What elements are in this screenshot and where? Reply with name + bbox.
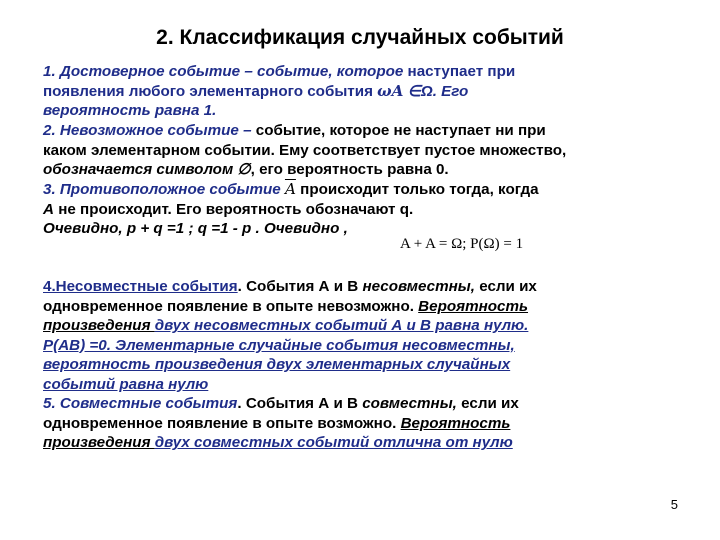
a-bar-symbol: $\overline{A}$ [284, 180, 296, 198]
line [43, 414, 683, 434]
page-number: 5 [670, 497, 678, 512]
line [43, 394, 683, 414]
empty-set-symbol: ∅ [237, 160, 251, 179]
slide-title: 2. Классификация случайных событий [156, 26, 564, 49]
line: Р(АВ) =0. Элементарные случайные события несовместны, [43, 336, 515, 354]
line: вероятность равна 1. [43, 102, 217, 120]
section-impossible-event [43, 121, 683, 180]
text: наступает при [403, 63, 516, 80]
line [43, 433, 683, 453]
line: вероятность произведения двух элементарных случайных [43, 356, 511, 374]
text: произведения [43, 434, 155, 452]
section-incompatible-events [43, 277, 683, 395]
line: событий равна нулю [43, 375, 209, 393]
text: . События А и В [237, 395, 363, 412]
line [43, 62, 683, 82]
line [43, 82, 683, 102]
line [43, 160, 683, 180]
opposite-event-term: 3. Противоположное событие [43, 181, 285, 198]
probability-formula: A + A = Ω; P(Ω) = 1 [400, 236, 524, 252]
certain-event-term: 1. Достоверное событие – событие, которое [43, 63, 404, 80]
line [43, 180, 683, 200]
text: если их [474, 278, 537, 295]
line: каком элементарном событии. Ему соответствует пустое множество, [43, 141, 567, 159]
line [43, 121, 683, 141]
text: происходит только тогда, когда [295, 181, 539, 198]
section-compatible-events [43, 394, 683, 453]
text: Вероятность [418, 297, 529, 315]
line [43, 200, 683, 220]
text: . События А и В [237, 278, 363, 295]
text: совместны, [362, 395, 457, 412]
text: событие, которое не наступает ни при [255, 122, 546, 139]
text: ∈Ω. Его [403, 82, 469, 100]
text: двух совместных событий отлична от нулю [154, 434, 513, 452]
text: Вероятность [400, 414, 511, 432]
text: если их [456, 395, 519, 412]
text: одновременное появление в опыте невозможно. [43, 297, 419, 315]
omega-symbol: ωA [377, 81, 404, 100]
line [43, 297, 683, 317]
line: Очевидно, p + q =1 ; q =1 - p . Очевидно , [43, 220, 348, 238]
text: , его вероятность равна 0. [250, 161, 449, 179]
text: появления любого элементарного события [43, 82, 378, 100]
line [43, 277, 683, 297]
text: двух несовместных событий А и В равна нулю. [154, 317, 529, 335]
section-opposite-event [43, 180, 683, 239]
line [43, 316, 683, 336]
text: А [43, 200, 54, 218]
impossible-event-term: 2. Невозможное событие – [43, 122, 256, 139]
text: несовместны, [362, 278, 475, 295]
incompatible-events-term: 4.Несовместные события [43, 278, 238, 295]
text: не происходит. Его вероятность обозначают q. [53, 200, 414, 218]
text: обозначается символом [43, 161, 238, 179]
section-certain-event [43, 62, 683, 121]
text: одновременное появление в опыте возможно. [43, 414, 401, 432]
compatible-events-term: 5. Совместные события [43, 395, 238, 412]
text: произведения [43, 317, 155, 335]
